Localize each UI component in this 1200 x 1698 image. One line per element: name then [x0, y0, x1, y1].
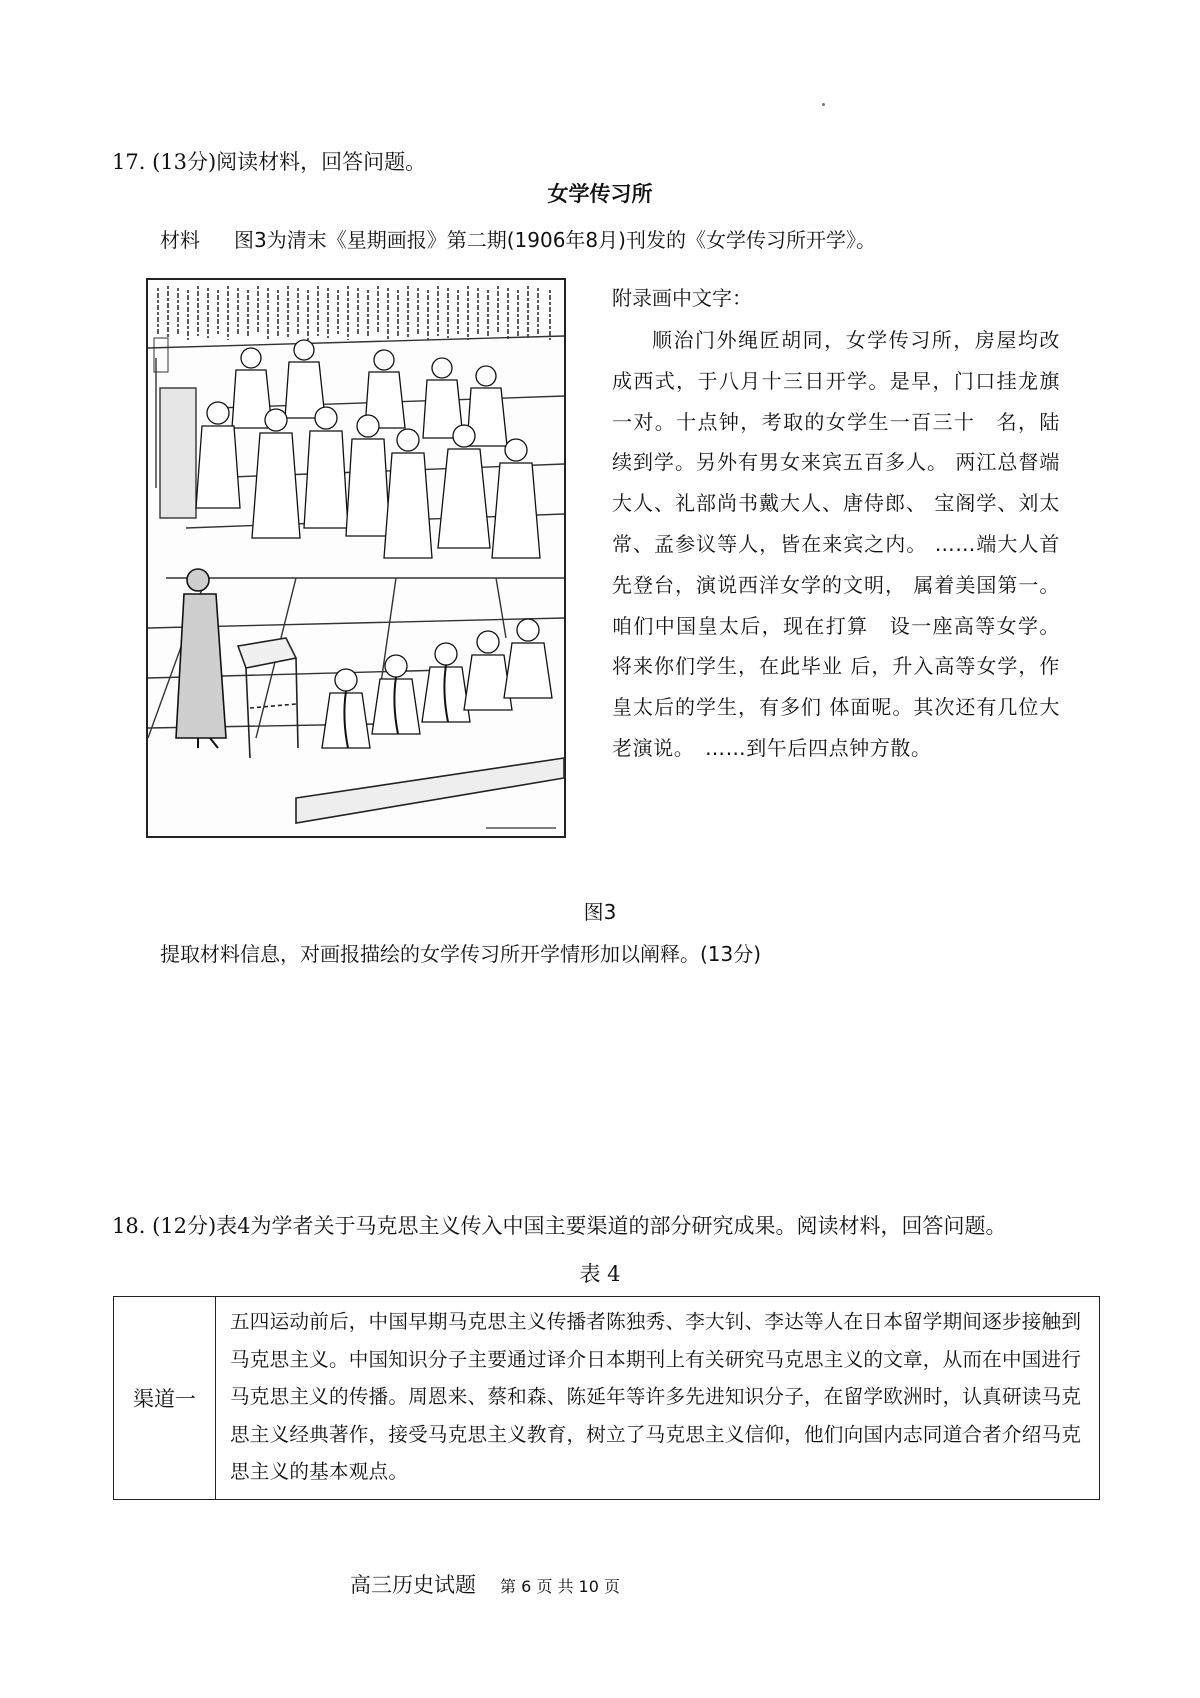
question-18-heading: 18. (12分)表4为学者关于马克思主义传入中国主要渠道的部分研究成果。阅读材料，回答问题。	[112, 1214, 1007, 1238]
channel-table	[113, 1296, 1100, 1500]
material-text: 图3为清末《星期画报》第二期(1906年8月)刊发的《女学传习所开学》。	[234, 228, 876, 252]
page-footer	[350, 1569, 620, 1599]
material-line	[160, 224, 876, 253]
footer-page-info: 第 6 页 共 10 页	[500, 1577, 620, 1596]
table-row	[114, 1297, 1100, 1500]
figure-caption: 图3	[583, 900, 617, 924]
appendix-body: 顺治门外绳匠胡同，女学传习所，房屋均改成西式，于八月十三日开学。是早，门口挂龙旗一对。十点钟，考取的女学生一百三十 名，陆续到学。另外有男女来宾五百多人。 两江总督端大人、礼部尚书戴大人、唐侍郎、 宝阁学、刘太常、孟参议等人，皆在来宾之内。 ……端大人首先登台，演说西洋女学的文明， 属着美国第一。咱们中国皇太后，现在打算 设一座高等女学。将来你们学生，在此毕业 后，升入高等女学，作皇太后的学生，有多们 体面呢。其次还有几位大老演说。 ……到午后四点钟方散。	[612, 328, 1060, 760]
table-title: 表 4	[579, 1262, 621, 1286]
row-text: 五四运动前后，中国早期马克思主义传播者陈独秀、李大钊、李达等人在日本留学期间逐步接触到马克思主义。中国知识分子主要通过译介日本期刊上有关研究马克思主义的文章，从而在中国进行马克思主义的传播。周恩来、蔡和森、陈延年等许多先进知识分子，在留学欧洲时，认真研读马克思主义经典著作，接受马克思主义教育，树立了马克思主义信仰，他们向国内志同道合者介绍马克思主义的基本观点。	[216, 1297, 1100, 1500]
material-label: 材料	[160, 228, 200, 252]
appendix-heading: 附录画中文字：	[612, 286, 752, 310]
footer-subject: 高三历史试题	[350, 1573, 476, 1597]
illustration-figure-3	[146, 278, 566, 838]
appendix-text-block	[612, 276, 1060, 769]
row-label: 渠道一	[114, 1297, 216, 1500]
section-title: 女学传习所	[547, 182, 653, 206]
question-17-task: 提取材料信息，对画报描绘的女学传习所开学情形加以阐释。(13分)	[160, 942, 762, 966]
question-17-heading: 17. (13分)阅读材料，回答问题。	[112, 150, 427, 174]
scan-speck	[822, 103, 825, 106]
pictorial-illustration	[146, 278, 566, 838]
